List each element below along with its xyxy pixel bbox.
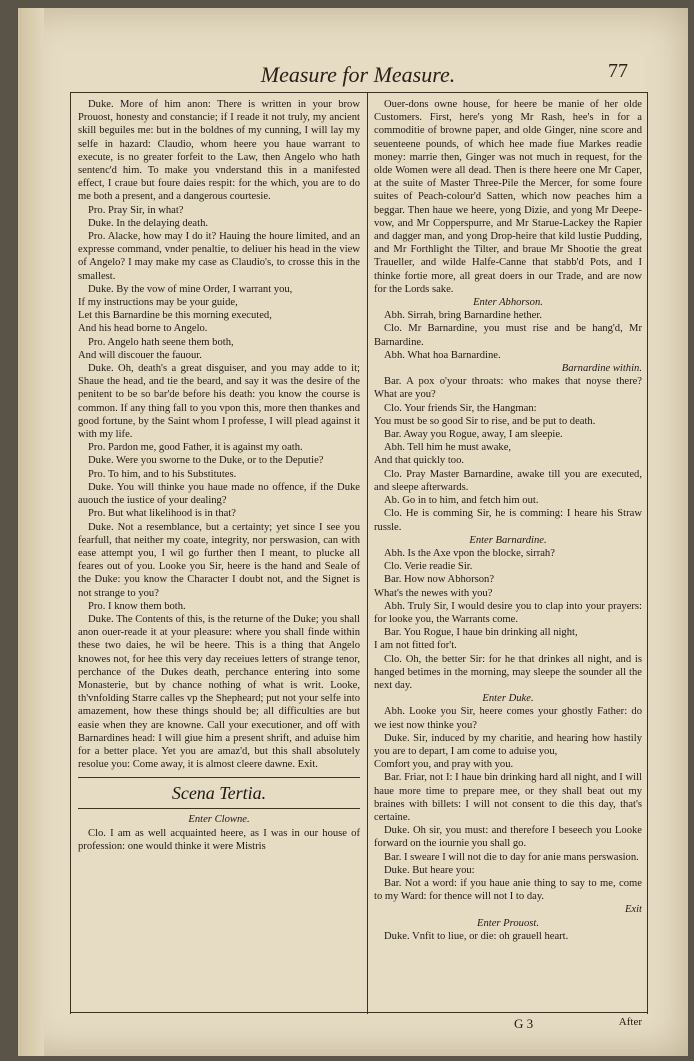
stage-direction: Enter Barnardine. (469, 534, 547, 546)
verse-line: What's the newes with you? (374, 587, 493, 599)
verse-line: Let this Barnardine be this morning executed, (78, 310, 272, 322)
verse-line: And will discouer the fauour. (78, 349, 202, 361)
speech-paragraph: Pro. Alacke, how may I do it? Hauing the houre limited, and an expresse command, vnder penaltie, to deliuer his head in the view of Angelo? I may make my case as Claudio's, to crosse this in the smallest. (78, 231, 360, 282)
speech-paragraph: Bar. How now Abhorson? (384, 574, 495, 586)
speech-paragraph: Duke. But heare you: (384, 864, 475, 876)
speech-paragraph: Duke. Vnfit to liue, or die: oh grauell heart. (384, 930, 569, 942)
speech-paragraph: Abh. What hoa Barnardine. (384, 349, 501, 361)
speech-paragraph: Clo. I am as well acquainted heere, as I was in our house of profession: one would thinke it were Mistris (78, 827, 360, 852)
speech-paragraph: Abh. Tell him he must awake, (384, 442, 512, 454)
page-number: 77 (608, 60, 628, 82)
speech-paragraph: Duke. More of him anon: There is written in your brow Prouost, honesty and constancie; if I reade it not truly, my ancient skill beguiles me: but in the boldnes of my cunning, I will lay my selfe in hazard: Claudio, whom heere you haue warrant to execute, is no greater forfeit to the Law, then Angelo who hath sentenc'd him. To make you vnderstand this in a manifested effect, I craue but foure daies respit: for the which, you are to do me both a present, and a dangerous courtesie. (78, 99, 360, 203)
speech-paragraph: Duke. You will thinke you haue made no offence, if the Duke auouch the iustice of your dealing? (78, 481, 360, 507)
stage-direction: Enter Duke. (482, 693, 534, 705)
speech-paragraph: Pro. Angelo hath seene them both, (88, 336, 234, 348)
running-head: Measure for Measure. (260, 62, 456, 87)
speech-paragraph: Clo. He is comming Sir, he is comming: I heare his Straw russle. (374, 508, 642, 533)
verse-line: And his head borne to Angelo. (78, 323, 208, 335)
left-rule (70, 92, 71, 1014)
stage-direction: Enter Prouost. (477, 917, 539, 929)
verse-line: You must be so good Sir to rise, and be put to death. (374, 415, 596, 427)
speech-paragraph: Abh. Truly Sir, I would desire you to clap into your prayers: for looke you, the Warrants come. (374, 600, 642, 625)
speech-paragraph: Abh. Sirrah, bring Barnardine hether. (384, 310, 542, 322)
scene-heading: Scena Tertia. (78, 777, 360, 809)
speech-paragraph: Ab. Go in to him, and fetch him out. (384, 495, 539, 507)
speech-paragraph: Pro. Pray Sir, in what? (88, 204, 184, 216)
bottom-rule (70, 1012, 648, 1013)
stage-direction: Enter Clowne. (188, 814, 250, 826)
verse-line: And that quickly too. (374, 455, 465, 467)
speech-paragraph: Duke. Were you sworne to the Duke, or to the Deputie? (88, 455, 324, 467)
speech-paragraph: Clo. Oh, the better Sir: for he that drinkes all night, and is hanged betimes in the morning, may sleepe the sounder all the next day. (374, 653, 642, 691)
stage-direction: Exit (624, 904, 642, 916)
top-rule (70, 92, 648, 93)
speech-paragraph: Pro. But what likelihood is in that? (88, 508, 237, 520)
stage-direction: Barnardine within. (561, 363, 642, 375)
speech-paragraph: Clo. Pray Master Barnardine, awake till you are executed, and sleepe afterwards. (374, 468, 642, 493)
speech-paragraph: Pro. Pardon me, good Father, it is against my oath. (88, 442, 303, 454)
right-rule (647, 92, 648, 1014)
speech-paragraph: Bar. Away you Rogue, away, I am sleepie. (384, 429, 563, 441)
speech-paragraph: Duke. The Contents of this, is the returne of the Duke; you shall anon ouer-reade it at your pleasure: where you shall finde within these two daies, he wil be heere. This is a thing that Angelo knowes not, for hee this very day receiues letters of strange tenor, perchance of the Dukes death, perchance entering into some Monasterie, but by chance nothing of what is writ. Looke, th'vnfolding Starre calles vp the Shepheard; put not your selfe into amazement, how these things should be; all difficulties are but easie when they are knowne. Call your executioner, and off with Barnardines head: I will giue him a present shrift, and aduise him for a better place. Yet you are amaz'd, but this shall absolutely resolue you: Come away, it is almost cleere dawne. Exit. (78, 613, 360, 771)
stage-direction: Enter Abhorson. (473, 297, 543, 309)
speech-paragraph: Clo. Mr Barnardine, you must rise and be hang'd, Mr Barnardine. (374, 323, 642, 348)
speech-paragraph: Duke. In the delaying death. (88, 217, 209, 229)
speech-paragraph: Bar. Friar, not I: I haue bin drinking hard all night, and I will haue more time to prepare mee, or they shall beat out my braines with billets: I will not consent to die this day, that's certaine. (374, 772, 642, 823)
page-gutter (18, 8, 44, 1056)
signature-mark: G 3 (514, 1016, 534, 1031)
left-column (78, 98, 360, 853)
speech-paragraph: Duke. Oh, death's a great disguiser, and you may adde to it; Shaue the head, and tie the beard, and say it was the desire of the penitent to be so bar'de before his death: you know the course is common. If any thing fall to you vpon this, more then thankes and good fortune, by the Saint whom I professe, I will plead against it with my life. (78, 363, 360, 441)
speech-paragraph: Duke. Oh sir, you must: and therefore I beseech you Looke forward on the iournie you shall go. (374, 825, 642, 850)
speech-paragraph: Pro. To him, and to his Substitutes. (88, 468, 237, 480)
verse-line: If my instructions may be your guide, (78, 297, 238, 309)
speech-paragraph: Bar. I sweare I will not die to day for anie mans perswasion. (384, 851, 639, 863)
speech-paragraph: Abh. Looke you Sir, heere comes your ghostly Father: do we iest now thinke you? (374, 706, 642, 731)
book-page (18, 8, 688, 1056)
speech-paragraph: Abh. Is the Axe vpon the blocke, sirrah? (384, 547, 555, 559)
column-divider (367, 92, 368, 1014)
speech-paragraph: Bar. Not a word: if you haue anie thing to say to me, come to my Ward: for thence will not I to day. (374, 877, 642, 903)
verse-line: Comfort you, and pray with you. (374, 759, 514, 771)
speech-paragraph: Bar. You Rogue, I haue bin drinking all night, (384, 627, 578, 639)
speech-paragraph: Clo. Your friends Sir, the Hangman: (384, 402, 537, 414)
speech-paragraph: Clo. Verie readie Sir. (384, 561, 473, 573)
right-column (374, 98, 642, 943)
speech-paragraph: Duke. Not a resemblance, but a certainty; yet since I see you fearfull, that neither my coate, integrity, nor perswasion, can with ease attempt you, I wil go further then I meant, to plucke all feares out of you. Looke you Sir, heere is the hand and Seale of the Duke: you know the Character I doubt not, and the Signet is not strange to you? (78, 521, 360, 599)
speech-paragraph: Duke. By the vow of mine Order, I warrant you, (88, 283, 293, 295)
catchword: After (618, 1016, 642, 1028)
speech-paragraph: Ouer-dons owne house, for heere be manie of her olde Customers. First, here's yong Mr Rash, hee's in for a commoditie of browne paper, and olde Ginger, nine score and seuenteene pounds, of which hee made fiue Markes readie money: marrie then, Ginger was not much in request, for the olde Women were all dead. Then is there heere one Mr Caper, at the suite of Master Three-Pile the Mercer, for some foure suites of Peach-colour'd Satten, which now peaches him a beggar. Then haue we heere, yong Dizie, and yong Mr Deepe-vow, and Mr Copperspurre, and Mr Starue-Lackey the Rapier and dagger man, and yong Drop-heire that kild lustie Pudding, and Mr Forthlight the Tilter, and braue Mr Shootie the great Traueller, and wilde Halfe-Canne that stabb'd Pots, and I thinke fortie more, all great doers in our Trade, and are now for the Lords sake. (374, 99, 642, 295)
speech-paragraph: Duke. Sir, induced by my charitie, and hearing how hastily you are to depart, I am come to aduise you, (374, 732, 642, 757)
speech-paragraph: Bar. A pox o'your throats: who makes that noyse there? What are you? (374, 376, 642, 401)
verse-line: I am not fitted for't. (374, 640, 457, 652)
speech-paragraph: Pro. I know them both. (88, 600, 186, 612)
